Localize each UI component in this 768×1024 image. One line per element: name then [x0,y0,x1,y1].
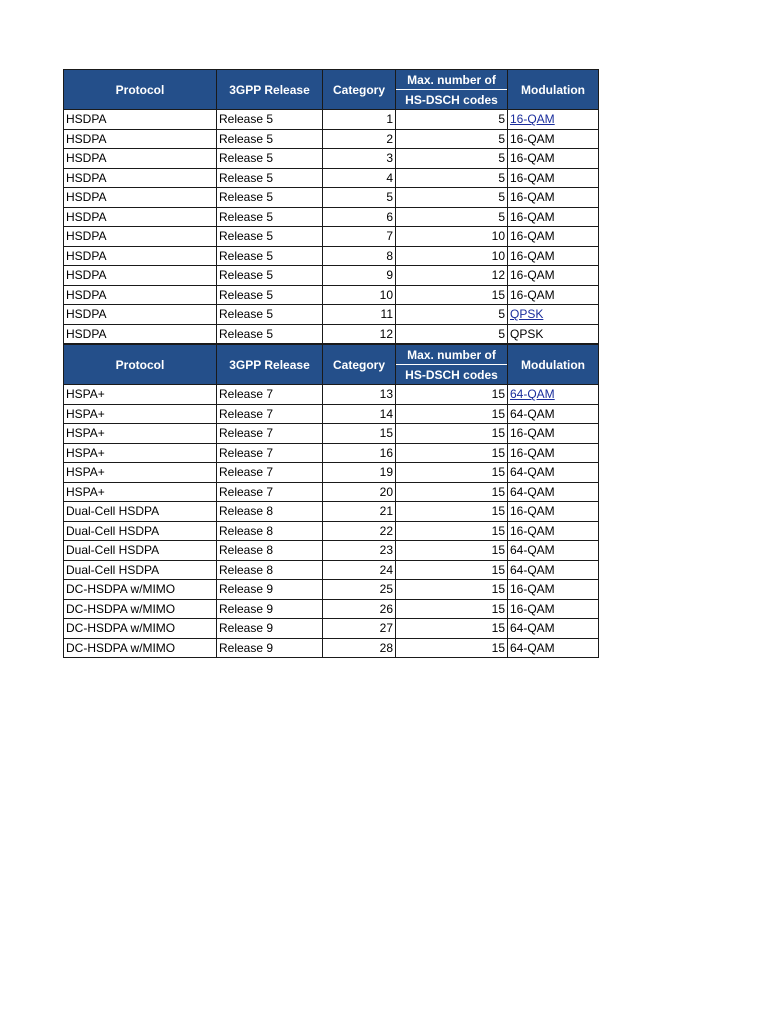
cell-category: 28 [323,639,396,659]
cell-protocol: HSPA+ [63,424,217,444]
cell-release: Release 8 [217,541,323,561]
cell-modulation: 16-QAM [508,247,599,267]
table-row [63,405,599,425]
cell-category: 27 [323,619,396,639]
cell-category: 16 [323,444,396,464]
cell-category: 9 [323,266,396,286]
cell-max-codes: 15 [396,522,508,542]
table-row [63,227,599,247]
table-body-group2 [63,385,599,658]
table-row [63,541,599,561]
table-row [63,286,599,306]
cell-category: 12 [323,325,396,345]
modulation-link[interactable]: 16-QAM [508,110,599,130]
cell-release: Release 5 [217,325,323,345]
cell-modulation: 16-QAM [508,522,599,542]
table-row [63,424,599,444]
table-row [63,639,599,659]
table-row [63,444,599,464]
cell-release: Release 7 [217,444,323,464]
cell-release: Release 8 [217,522,323,542]
cell-category: 15 [323,424,396,444]
cell-category: 21 [323,502,396,522]
cell-modulation: 64-QAM [508,619,599,639]
cell-modulation: 16-QAM [508,600,599,620]
cell-max-codes: 5 [396,169,508,189]
table-row [63,483,599,503]
cell-release: Release 7 [217,385,323,405]
cell-modulation: 16-QAM [508,149,599,169]
header-category: Category [323,70,396,110]
cell-max-codes: 15 [396,444,508,464]
cell-category: 20 [323,483,396,503]
cell-protocol: HSPA+ [63,444,217,464]
cell-modulation: 16-QAM [508,227,599,247]
cell-release: Release 5 [217,149,323,169]
cell-category: 19 [323,463,396,483]
table-row [63,130,599,150]
header-max-codes [396,70,508,110]
cell-protocol: DC-HSDPA w/MIMO [63,619,217,639]
cell-max-codes: 5 [396,305,508,325]
modulation-link[interactable]: 64-QAM [508,385,599,405]
cell-release: Release 5 [217,266,323,286]
cell-release: Release 9 [217,619,323,639]
cell-release: Release 5 [217,208,323,228]
table-row [63,325,599,345]
cell-modulation: 16-QAM [508,444,599,464]
header-protocol: Protocol [63,345,217,385]
cell-protocol: HSDPA [63,325,217,345]
cell-category: 6 [323,208,396,228]
header-max-codes-line2: HS-DSCH codes [405,367,498,382]
cell-category: 4 [323,169,396,189]
header-release: 3GPP Release [217,70,323,110]
table-row [63,561,599,581]
table-row [63,305,599,325]
cell-modulation: 16-QAM [508,208,599,228]
cell-category: 25 [323,580,396,600]
table-row [63,522,599,542]
cell-category: 26 [323,600,396,620]
cell-max-codes: 15 [396,483,508,503]
cell-protocol: HSDPA [63,169,217,189]
cell-category: 10 [323,286,396,306]
table-row [63,502,599,522]
modulation-link[interactable]: QPSK [508,305,599,325]
cell-max-codes: 5 [396,188,508,208]
cell-category: 13 [323,385,396,405]
cell-max-codes: 15 [396,580,508,600]
cell-protocol: Dual-Cell HSDPA [63,541,217,561]
cell-max-codes: 15 [396,463,508,483]
table-row [63,247,599,267]
cell-modulation: 16-QAM [508,169,599,189]
cell-max-codes: 10 [396,247,508,267]
cell-release: Release 7 [217,483,323,503]
cell-protocol: Dual-Cell HSDPA [63,502,217,522]
cell-category: 7 [323,227,396,247]
cell-protocol: HSDPA [63,208,217,228]
cell-modulation: 16-QAM [508,188,599,208]
cell-protocol: HSPA+ [63,463,217,483]
cell-category: 3 [323,149,396,169]
header-max-codes-line2: HS-DSCH codes [405,92,498,107]
cell-release: Release 7 [217,424,323,444]
cell-modulation: 16-QAM [508,130,599,150]
cell-modulation: 64-QAM [508,405,599,425]
cell-max-codes: 5 [396,110,508,130]
cell-max-codes: 15 [396,286,508,306]
cell-protocol: DC-HSDPA w/MIMO [63,580,217,600]
cell-protocol: HSPA+ [63,405,217,425]
cell-category: 1 [323,110,396,130]
cell-modulation: 64-QAM [508,541,599,561]
cell-max-codes: 15 [396,405,508,425]
cell-max-codes: 15 [396,541,508,561]
table-header-row [63,344,599,385]
cell-modulation: 16-QAM [508,502,599,522]
cell-category: 11 [323,305,396,325]
header-category: Category [323,345,396,385]
cell-max-codes: 5 [396,208,508,228]
cell-release: Release 5 [217,305,323,325]
cell-release: Release 5 [217,286,323,306]
cell-max-codes: 15 [396,561,508,581]
cell-release: Release 8 [217,502,323,522]
header-max-codes-line1: Max. number of [396,345,507,365]
cell-modulation: QPSK [508,325,599,345]
table-row [63,208,599,228]
cell-max-codes: 15 [396,502,508,522]
header-release: 3GPP Release [217,345,323,385]
cell-protocol: HSPA+ [63,483,217,503]
cell-release: Release 9 [217,580,323,600]
cell-category: 2 [323,130,396,150]
cell-release: Release 7 [217,463,323,483]
cell-protocol: DC-HSDPA w/MIMO [63,600,217,620]
cell-max-codes: 5 [396,130,508,150]
cell-modulation: 64-QAM [508,639,599,659]
cell-protocol: HSPA+ [63,385,217,405]
cell-protocol: HSDPA [63,110,217,130]
cell-max-codes: 5 [396,149,508,169]
table-row [63,600,599,620]
table-row [63,110,599,130]
cell-protocol: HSDPA [63,247,217,267]
cell-max-codes: 15 [396,600,508,620]
cell-max-codes: 10 [396,227,508,247]
table-row [63,385,599,405]
cell-protocol: HSDPA [63,130,217,150]
table-row [63,169,599,189]
cell-protocol: Dual-Cell HSDPA [63,522,217,542]
cell-modulation: 16-QAM [508,286,599,306]
cell-max-codes: 15 [396,385,508,405]
cell-release: Release 8 [217,561,323,581]
header-protocol: Protocol [63,70,217,110]
cell-modulation: 64-QAM [508,463,599,483]
cell-protocol: HSDPA [63,149,217,169]
cell-category: 14 [323,405,396,425]
table-header-row [63,69,599,110]
cell-modulation: 64-QAM [508,483,599,503]
cell-release: Release 9 [217,600,323,620]
table-row [63,580,599,600]
cell-release: Release 5 [217,188,323,208]
cell-category: 24 [323,561,396,581]
table-row [63,619,599,639]
header-modulation: Modulation [508,345,599,385]
cell-modulation: 64-QAM [508,561,599,581]
cell-protocol: HSDPA [63,266,217,286]
cell-release: Release 5 [217,169,323,189]
cell-protocol: DC-HSDPA w/MIMO [63,639,217,659]
cell-category: 23 [323,541,396,561]
cell-protocol: HSDPA [63,286,217,306]
cell-release: Release 5 [217,130,323,150]
hsdpa-category-table [63,69,599,658]
cell-max-codes: 15 [396,424,508,444]
cell-protocol: HSDPA [63,227,217,247]
cell-max-codes: 15 [396,639,508,659]
cell-protocol: HSDPA [63,188,217,208]
table-row [63,266,599,286]
table-body-group1 [63,110,599,344]
cell-release: Release 7 [217,405,323,425]
cell-release: Release 5 [217,110,323,130]
cell-modulation: 16-QAM [508,580,599,600]
cell-release: Release 5 [217,247,323,267]
cell-max-codes: 12 [396,266,508,286]
cell-release: Release 5 [217,227,323,247]
cell-category: 5 [323,188,396,208]
table-row [63,188,599,208]
cell-max-codes: 5 [396,325,508,345]
cell-protocol: HSDPA [63,305,217,325]
header-max-codes [396,345,508,385]
table-row [63,149,599,169]
cell-max-codes: 15 [396,619,508,639]
header-modulation: Modulation [508,70,599,110]
cell-protocol: Dual-Cell HSDPA [63,561,217,581]
cell-release: Release 9 [217,639,323,659]
cell-category: 8 [323,247,396,267]
cell-category: 22 [323,522,396,542]
cell-modulation: 16-QAM [508,266,599,286]
header-max-codes-line1: Max. number of [396,70,507,90]
table-row [63,463,599,483]
cell-modulation: 16-QAM [508,424,599,444]
